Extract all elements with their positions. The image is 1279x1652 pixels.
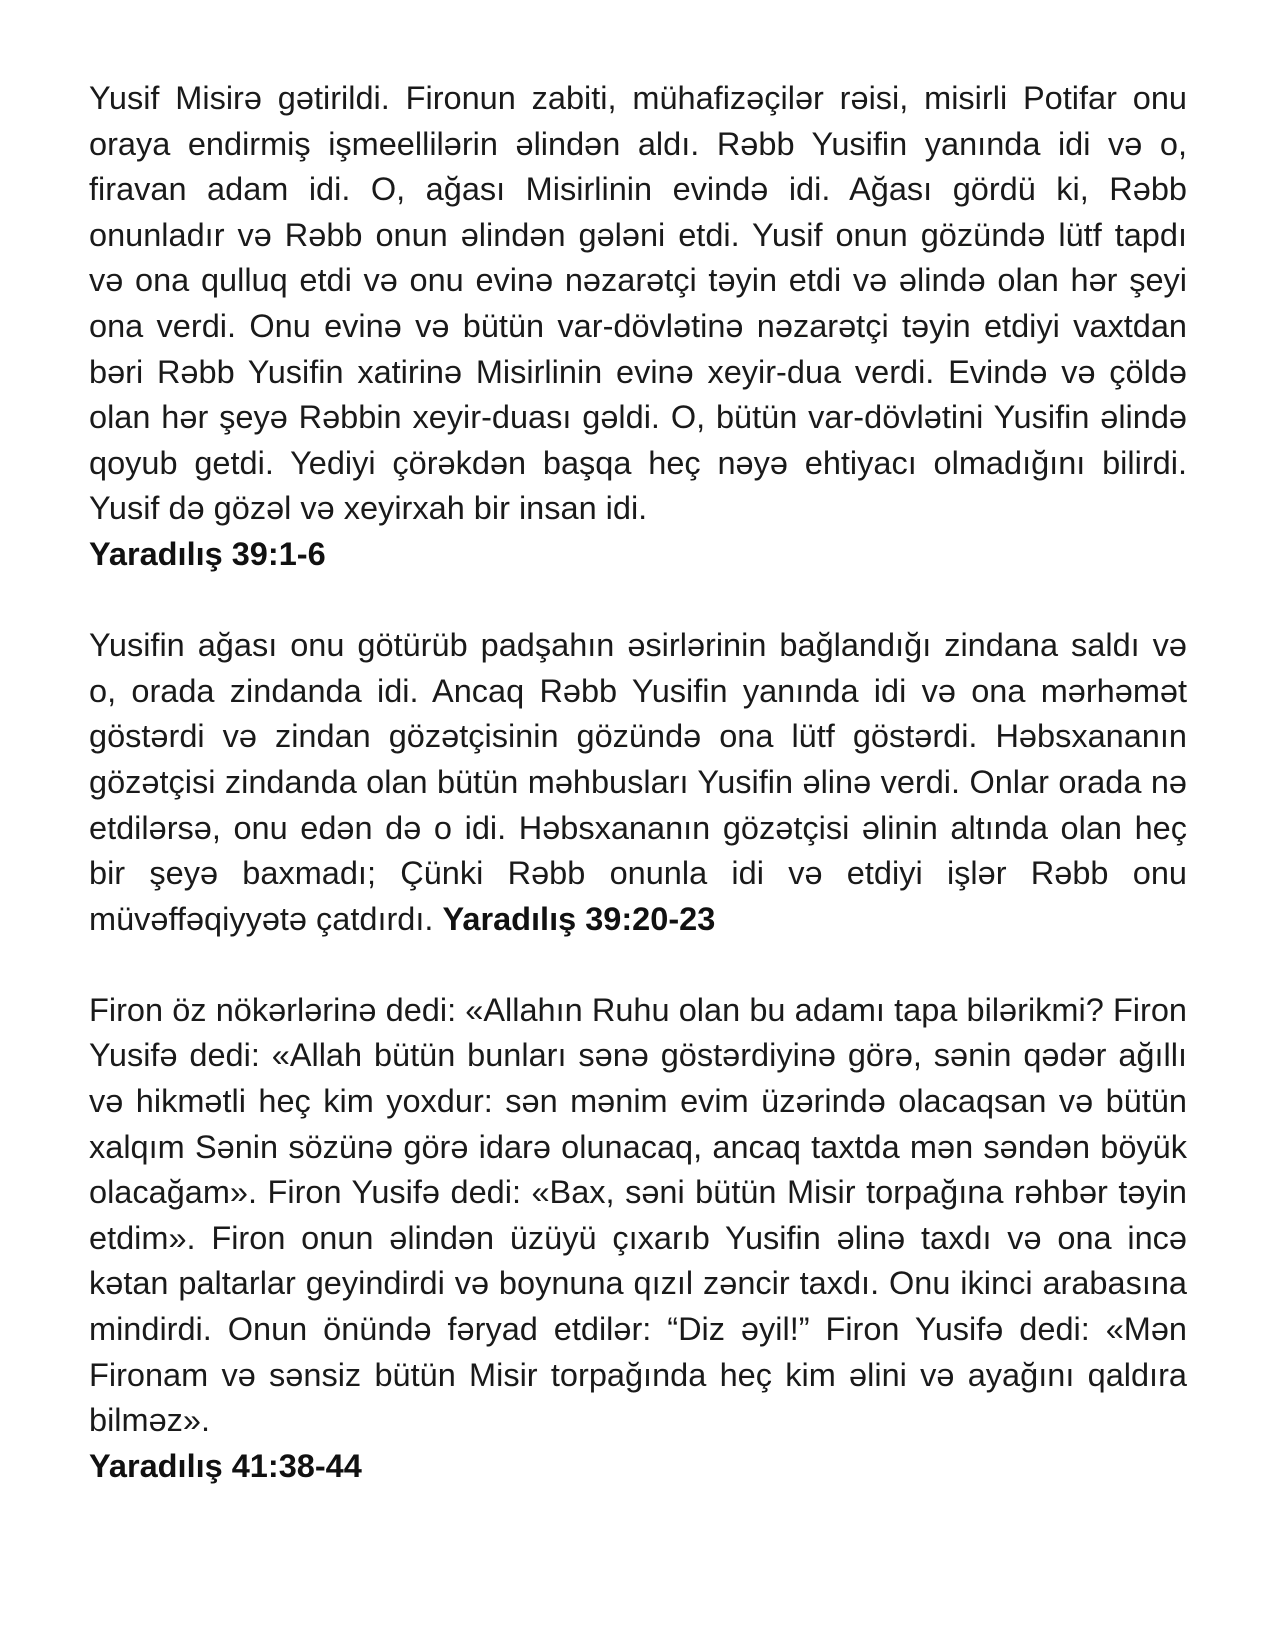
scripture-reference: Yaradılış 39:1-6 xyxy=(89,535,326,572)
passage-text: Yusifin ağası onu götürüb padşahın əsirlərinin bağlandığı zindana saldı və o, orada zindanda idi. Ancaq Rəbb Yusifin yanında idi və ona mərhəmət göstərdi və zindan gözətçisinin gözündə ona lütf göstərdi. Həbsxananın gözətçisi zindanda olan bütün məhbusları Yusifin əlinə verdi. Onlar orada nə etdilərsə, onu edən də o idi. Həbsxananın gözətçisi əlinin altında olan heç bir şeyə baxmadı; Çünki Rəbb onunla idi və etdiyi işlər Rəbb onu müvəffəqiyyətə çatdırdı. xyxy=(89,627,1187,937)
passage-2 xyxy=(89,623,1187,942)
passage-3 xyxy=(89,988,1187,1490)
scripture-reference: Yaradılış 41:38-44 xyxy=(89,1447,362,1484)
passage-text: Yusif Misirə gətirildi. Fironun zabiti, mühafizəçilər rəisi, misirli Potifar onu oraya endirmiş işmeellilərin əlindən aldı. Rəbb Yusifin yanında idi və o, firavan adam idi. O, ağası Misirlinin evində idi. Ağası gördü ki, Rəbb onunladır və Rəbb onun əlindən gələni etdi. Yusif onun gözündə lütf tapdı və ona qulluq etdi və onu evinə nəzarətçi təyin etdi və əlində olan hər şeyi ona verdi. Onu evinə və bütün var-dövlətinə nəzarətçi təyin etdiyi vaxtdan bəri Rəbb Yusifin xatirinə Misirlinin evinə xeyir-dua verdi. Evində və çöldə olan hər şeyə Rəbbin xeyir-duası gəldi. O, bütün var-dövlətini Yusifin əlində qoyub getdi. Yediyi çörəkdən başqa heç nəyə ehtiyacı olmadığını bilirdi. Yusif də gözəl və xeyirxah bir insan idi. xyxy=(89,80,1187,527)
passage-text: Firon öz nökərlərinə dedi: «Allahın Ruhu olan bu adamı tapa bilərikmi? Firon Yusifə dedi: «Allah bütün bunları sənə göstərdiyinə görə, sənin qədər ağıllı və hikmətli heç kim yoxdur: sən mənim evim üzərində olacaqsan və bütün xalqım Sənin sözünə görə idarə olunacaq, ancaq taxtda mən səndən böyük olacağam». Firon Yusifə dedi: «Bax, səni bütün Misir torpağına rəhbər təyin etdim». Firon onun əlindən üzüyü çıxarıb Yusifin əlinə taxdı və ona incə kətan paltarlar geyindirdi və boynuna qızıl zəncir taxdı. Onu ikinci arabasına mindirdi. Onun önündə fəryad etdilər: “Diz əyil!” Firon Yusifə dedi: «Mən Fironam və sənsiz bütün Misir torpağında heç kim əlini və ayağını qaldıra bilməz». xyxy=(89,991,1187,1439)
document-page xyxy=(89,76,1187,1535)
passage-1 xyxy=(89,76,1187,578)
scripture-reference: Yaradılış 39:20-23 xyxy=(442,900,716,937)
